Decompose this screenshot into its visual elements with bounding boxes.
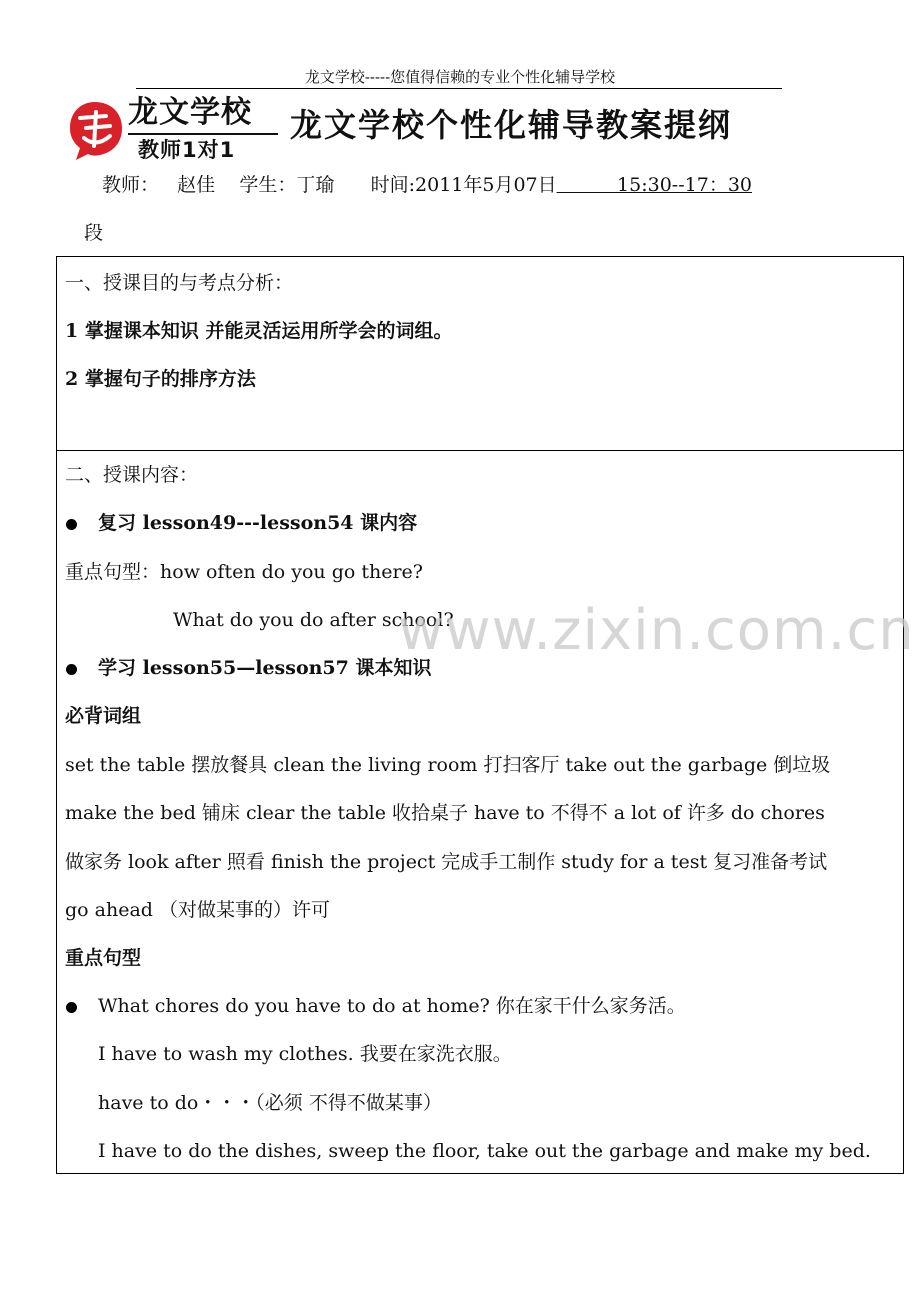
page-header: 龙文学校-----您值得信赖的专业个性化辅导学校 xyxy=(304,68,616,86)
time-continuation: 段 xyxy=(84,222,104,244)
bullet-icon xyxy=(66,664,77,675)
teacher-label: 教师： xyxy=(102,174,160,196)
section-content xyxy=(56,450,904,1174)
key-sentence-line xyxy=(65,559,423,585)
phrase-line: go ahead （对做某事的）许可 xyxy=(65,899,330,921)
phrase-line: set the table 摆放餐具 clean the living room 打扫客厅 take out the garbage 倒垃圾 xyxy=(65,754,831,776)
pattern-line: What chores do you have to do at home? 你在家干什么家务活。 xyxy=(98,995,686,1017)
section-heading: 二、授课内容： xyxy=(65,464,199,486)
logo-name: 龙文学校 xyxy=(128,95,252,130)
key-sentence-1: how often do you go there? xyxy=(160,561,423,583)
section-heading: 一、授课目的与考点分析： xyxy=(65,272,294,294)
logo-tagline: 教师1对1 xyxy=(138,138,236,162)
time-label: 时间:2011年5月07日 xyxy=(370,174,557,196)
student-label: 学生： xyxy=(239,174,297,196)
objective-item: 1 掌握课本知识 并能灵活运用所学会的词组。 xyxy=(65,320,453,342)
pattern-line: I have to do the dishes, sweep the floor, take out the garbage and make my bed. xyxy=(98,1140,871,1162)
phrases-heading: 必背词组 xyxy=(65,705,142,727)
key-sentence-2: What do you do after school? xyxy=(173,609,454,631)
watermark: www.zixin.com.cn xyxy=(398,598,915,663)
header-rule xyxy=(136,88,782,89)
patterns-heading: 重点句型 xyxy=(65,947,142,969)
time-range: 15:30--17：30 xyxy=(617,174,752,196)
logo-rule xyxy=(128,133,278,135)
key-sentence-label: 重点句型： xyxy=(65,561,161,583)
school-logo xyxy=(66,96,281,166)
pattern-line: have to do・・・（必须 不得不做某事） xyxy=(98,1092,442,1114)
bullet-icon xyxy=(66,519,77,530)
teacher-name: 赵佳 xyxy=(177,174,216,196)
bullet-icon xyxy=(66,1002,77,1013)
phrase-line: 做家务 look after 照看 finish the project 完成手工制作 study for a test 复习准备考试 xyxy=(65,851,828,873)
pattern-line: I have to wash my clothes. 我要在家洗衣服。 xyxy=(98,1043,512,1065)
study-item: 学习 lesson55—lesson57 课本知识 xyxy=(98,657,432,679)
review-item: 复习 lesson49---lesson54 课内容 xyxy=(98,512,418,534)
document-title: 龙文学校个性化辅导教案提纲 xyxy=(290,106,733,144)
logo-mark-icon xyxy=(66,98,124,164)
lesson-meta xyxy=(102,172,752,198)
phrase-line: make the bed 铺床 clear the table 收拾桌子 have to 不得不 a lot of 许多 do chores xyxy=(65,802,825,824)
objective-item: 2 掌握句子的排序方法 xyxy=(65,368,256,390)
student-name: 丁瑜 xyxy=(296,174,335,196)
section-objectives xyxy=(56,256,904,451)
